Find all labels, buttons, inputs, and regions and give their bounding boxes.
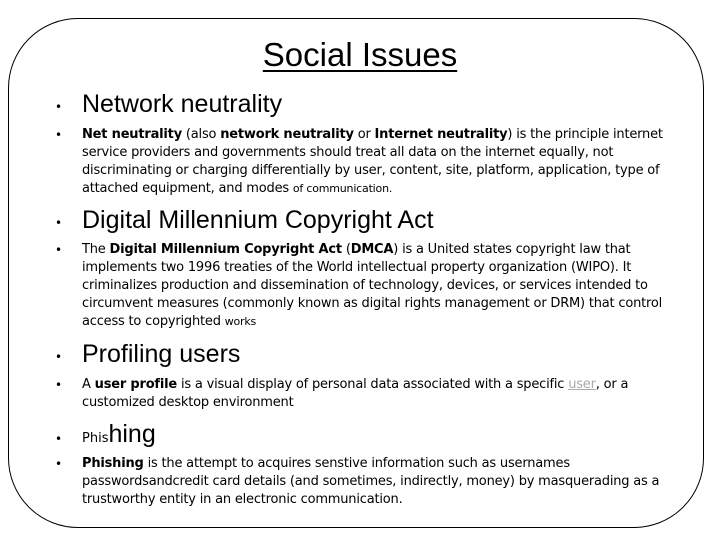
bullet-icon: • xyxy=(55,350,63,364)
heading-profiling-users: Profiling users xyxy=(82,340,241,368)
term-net-neutrality: Net neutrality xyxy=(82,127,182,142)
user-profile-text xyxy=(82,376,682,412)
text-span: is a visual display of personal data associated with a specific xyxy=(177,377,569,392)
heading-network-neutrality: Network neutrality xyxy=(82,90,283,118)
text-span: works xyxy=(224,315,257,328)
text-span: is the attempt to acquires senstive information such as usernames passwordsandcredit card details (and sometimes, indirectly, money) by masquerading as a trustworthy entity in an electronic communication. xyxy=(82,456,660,507)
term-internet-neutrality: Internet neutrality xyxy=(374,127,508,142)
text-span: or xyxy=(353,127,375,142)
text-span: A xyxy=(82,377,95,392)
text-span: (also xyxy=(181,127,221,142)
user-link[interactable]: user xyxy=(568,377,596,392)
heading-phishing-large: hing xyxy=(108,420,156,448)
net-neutrality-text xyxy=(82,126,682,198)
bullet-icon: • xyxy=(55,216,63,230)
bullet-icon: • xyxy=(55,128,63,142)
term-phishing: Phishing xyxy=(82,456,144,471)
term-network-neutrality: network neutrality xyxy=(220,127,354,142)
text-span: ( xyxy=(341,242,351,257)
text-span: , or a customized desktop environment xyxy=(82,377,629,410)
bullet-icon: • xyxy=(55,457,63,471)
abbr-dmca: DMCA xyxy=(350,242,394,257)
text-span: The xyxy=(82,242,110,257)
bullet-icon: • xyxy=(55,432,63,446)
text-span: of communication. xyxy=(292,182,393,195)
heading-phishing xyxy=(82,420,156,449)
heading-phishing-small: Phis xyxy=(82,431,109,446)
text-span: ) is a United states copyright law that implements two 1996 treaties of the World intellectual property organization (WIPO). It criminalizes production and dissemination of technology, devices, or services intended to circumvent measures (commonly known as digital rights management or DRM) that control access to copyrighted xyxy=(82,242,663,329)
term-dmca: Digital Millennium Copyright Act xyxy=(109,242,342,257)
text-span: ) is the principle internet service providers and governments should treat all data on the internet equally, not discriminating or charging differentially by user, content, site, platform, application, type of attached equipment, and modes xyxy=(82,127,663,196)
term-user-profile: user profile xyxy=(94,377,178,392)
slide-title: Social Issues xyxy=(262,36,458,73)
bullet-icon: • xyxy=(55,100,63,114)
bullet-icon: • xyxy=(55,378,63,392)
bullet-icon: • xyxy=(55,243,63,257)
heading-dmca: Digital Millennium Copyright Act xyxy=(82,206,434,234)
phishing-text xyxy=(82,455,682,509)
dmca-text xyxy=(82,241,682,331)
